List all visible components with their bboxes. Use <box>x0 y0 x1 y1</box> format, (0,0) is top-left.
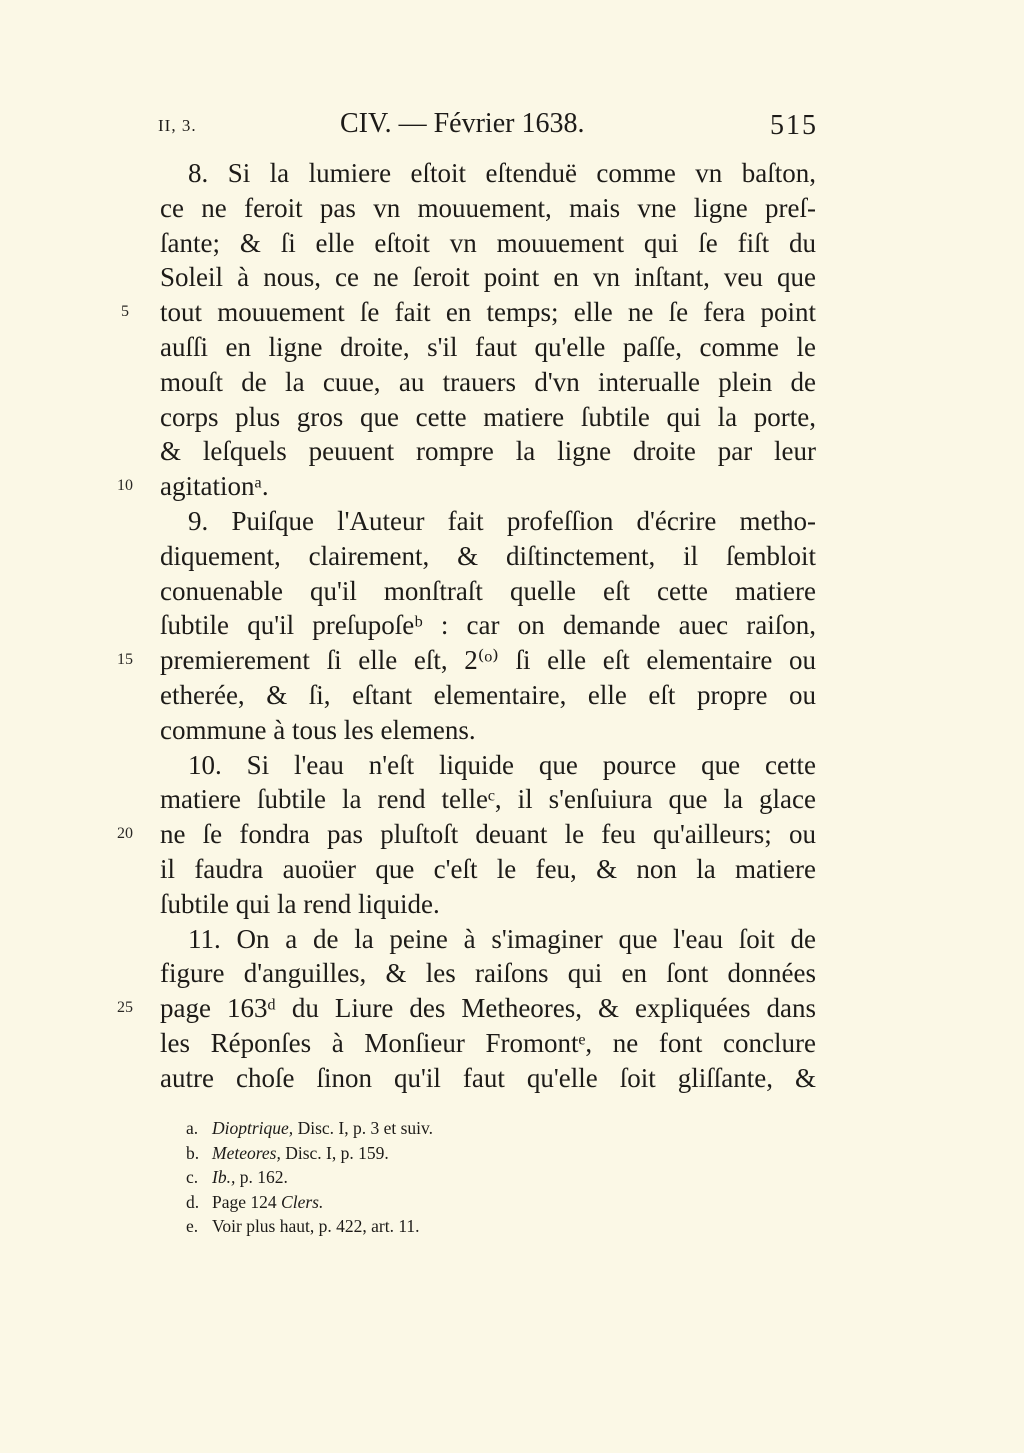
text-line <box>0 504 1024 539</box>
line-text: ſubtile qui la rend liquide. <box>160 888 440 919</box>
line-text: ſubtile qu'il preſupoſeᵇ : car on demande auec raiſon, <box>160 610 816 641</box>
volume-reference: II, 3. <box>158 116 197 135</box>
footnote <box>186 1214 826 1239</box>
footnote-text: Page 124 <box>212 1191 282 1212</box>
footnote-work-title: Dioptrique, <box>212 1118 294 1138</box>
line-text: premierement ſi elle eſt, 2⁽ᵒ⁾ ſi elle eſt elementaire ou <box>160 645 816 676</box>
line-text: tout mouuement ſe fait en temps; elle ne ſe fera point <box>160 297 816 328</box>
text-line <box>0 678 1024 713</box>
line-number: 10 <box>117 477 133 495</box>
footnote-work-title: Clers. <box>281 1191 324 1212</box>
running-header <box>0 108 1024 148</box>
line-text: auſſi en ligne droite, s'il faut qu'elle paſſe, comme le <box>160 331 816 362</box>
footnote <box>186 1116 826 1141</box>
body-text <box>0 156 1024 1096</box>
line-text: ce ne feroit pas vn mouuement, mais vne ligne preſ- <box>160 192 816 223</box>
line-text: figure d'anguilles, & les raiſons qui en ſont données <box>160 958 816 989</box>
footnote-mark: a. <box>186 1118 199 1138</box>
line-text: diquement, clairement, & diſtinctement, il ſembloit <box>160 540 816 571</box>
line-text: matiere ſubtile la rend telleᶜ, il s'enſuiura que la glace <box>160 784 816 815</box>
line-text: & leſquels peuuent rompre la ligne droite par leur <box>160 436 816 467</box>
footnote-mark: d. <box>186 1191 200 1212</box>
footnote <box>186 1190 826 1215</box>
line-text: ſante; & ſi elle eſtoit vn mouuement qui ſe fiſt du <box>160 227 816 258</box>
footnotes <box>186 1116 826 1239</box>
text-line <box>0 365 1024 400</box>
text-line <box>0 817 1024 852</box>
text-line <box>0 539 1024 574</box>
line-text: ne ſe fondra pas pluſtoſt deuant le feu qu'ailleurs; ou <box>160 819 816 850</box>
text-line <box>0 156 1024 191</box>
text-line <box>0 887 1024 922</box>
text-line <box>0 748 1024 783</box>
line-text: agitationᵃ. <box>160 471 269 502</box>
text-line <box>0 1026 1024 1061</box>
line-text: 10. Si l'eau n'eſt liquide que pource que cette <box>188 749 816 780</box>
line-text: mouſt de la cuue, au trauers d'vn interualle plein de <box>160 366 816 397</box>
text-line <box>0 608 1024 643</box>
text-line <box>0 434 1024 469</box>
line-text: corps plus gros que cette matiere ſubtile qui la porte, <box>160 401 816 432</box>
line-text: etherée, & ſi, eſtant elementaire, elle eſt propre ou <box>160 679 816 710</box>
line-text: commune à tous les elemens. <box>160 714 476 745</box>
line-text: les Réponſes à Monſieur Fromontᵉ, ne font conclure <box>160 1027 816 1058</box>
line-number: 20 <box>117 825 133 843</box>
footnote-mark: e. <box>186 1216 199 1236</box>
footnote-mark: b. <box>186 1142 200 1163</box>
line-text: Soleil à nous, ce ne ſeroit point en vn inſtant, veu que <box>160 262 816 293</box>
footnote <box>186 1141 826 1166</box>
text-line <box>0 400 1024 435</box>
text-line <box>0 922 1024 957</box>
line-text: page 163ᵈ du Liure des Metheores, & expliquées dans <box>160 993 816 1024</box>
footnote-mark: c. <box>186 1167 199 1187</box>
text-line <box>0 295 1024 330</box>
text-line <box>0 643 1024 678</box>
line-text: il faudra auoüer que c'eſt le feu, & non la matiere <box>160 853 816 884</box>
text-line <box>0 191 1024 226</box>
text-line <box>0 330 1024 365</box>
text-line <box>0 469 1024 504</box>
page-title: CIV. — Février 1638. <box>340 108 585 139</box>
text-line <box>0 991 1024 1026</box>
footnote <box>186 1165 826 1190</box>
line-number: 5 <box>121 303 129 321</box>
footnote-work-title: Ib., <box>212 1167 236 1187</box>
footnote-text: Disc. I, p. 159. <box>280 1142 389 1163</box>
page-number: 515 <box>770 110 818 141</box>
footnote-work-title: Meteores, <box>212 1142 281 1163</box>
text-line <box>0 713 1024 748</box>
line-text: autre choſe ſinon qu'il faut qu'elle ſoit gliſſante, & <box>160 1062 816 1093</box>
footnote-text: Disc. I, p. 3 et suiv. <box>293 1118 434 1138</box>
text-line <box>0 1061 1024 1096</box>
text-line <box>0 574 1024 609</box>
text-line <box>0 782 1024 817</box>
line-text: conuenable qu'il monſtraſt quelle eſt cette matiere <box>160 575 816 606</box>
line-text: 8. Si la lumiere eſtoit eſtenduë comme vn baſton, <box>188 158 816 188</box>
line-number: 15 <box>117 651 133 669</box>
text-line <box>0 956 1024 991</box>
text-line <box>0 852 1024 887</box>
footnote-text: p. 162. <box>235 1167 288 1187</box>
text-line <box>0 260 1024 295</box>
line-number: 25 <box>117 999 133 1017</box>
line-text: 9. Puiſque l'Auteur fait profeſſion d'écrire metho- <box>188 505 816 536</box>
line-text: 11. On a de la peine à s'imaginer que l'eau ſoit de <box>188 923 816 954</box>
footnote-text: Voir plus haut, p. 422, art. 11. <box>212 1216 420 1236</box>
text-line <box>0 226 1024 261</box>
